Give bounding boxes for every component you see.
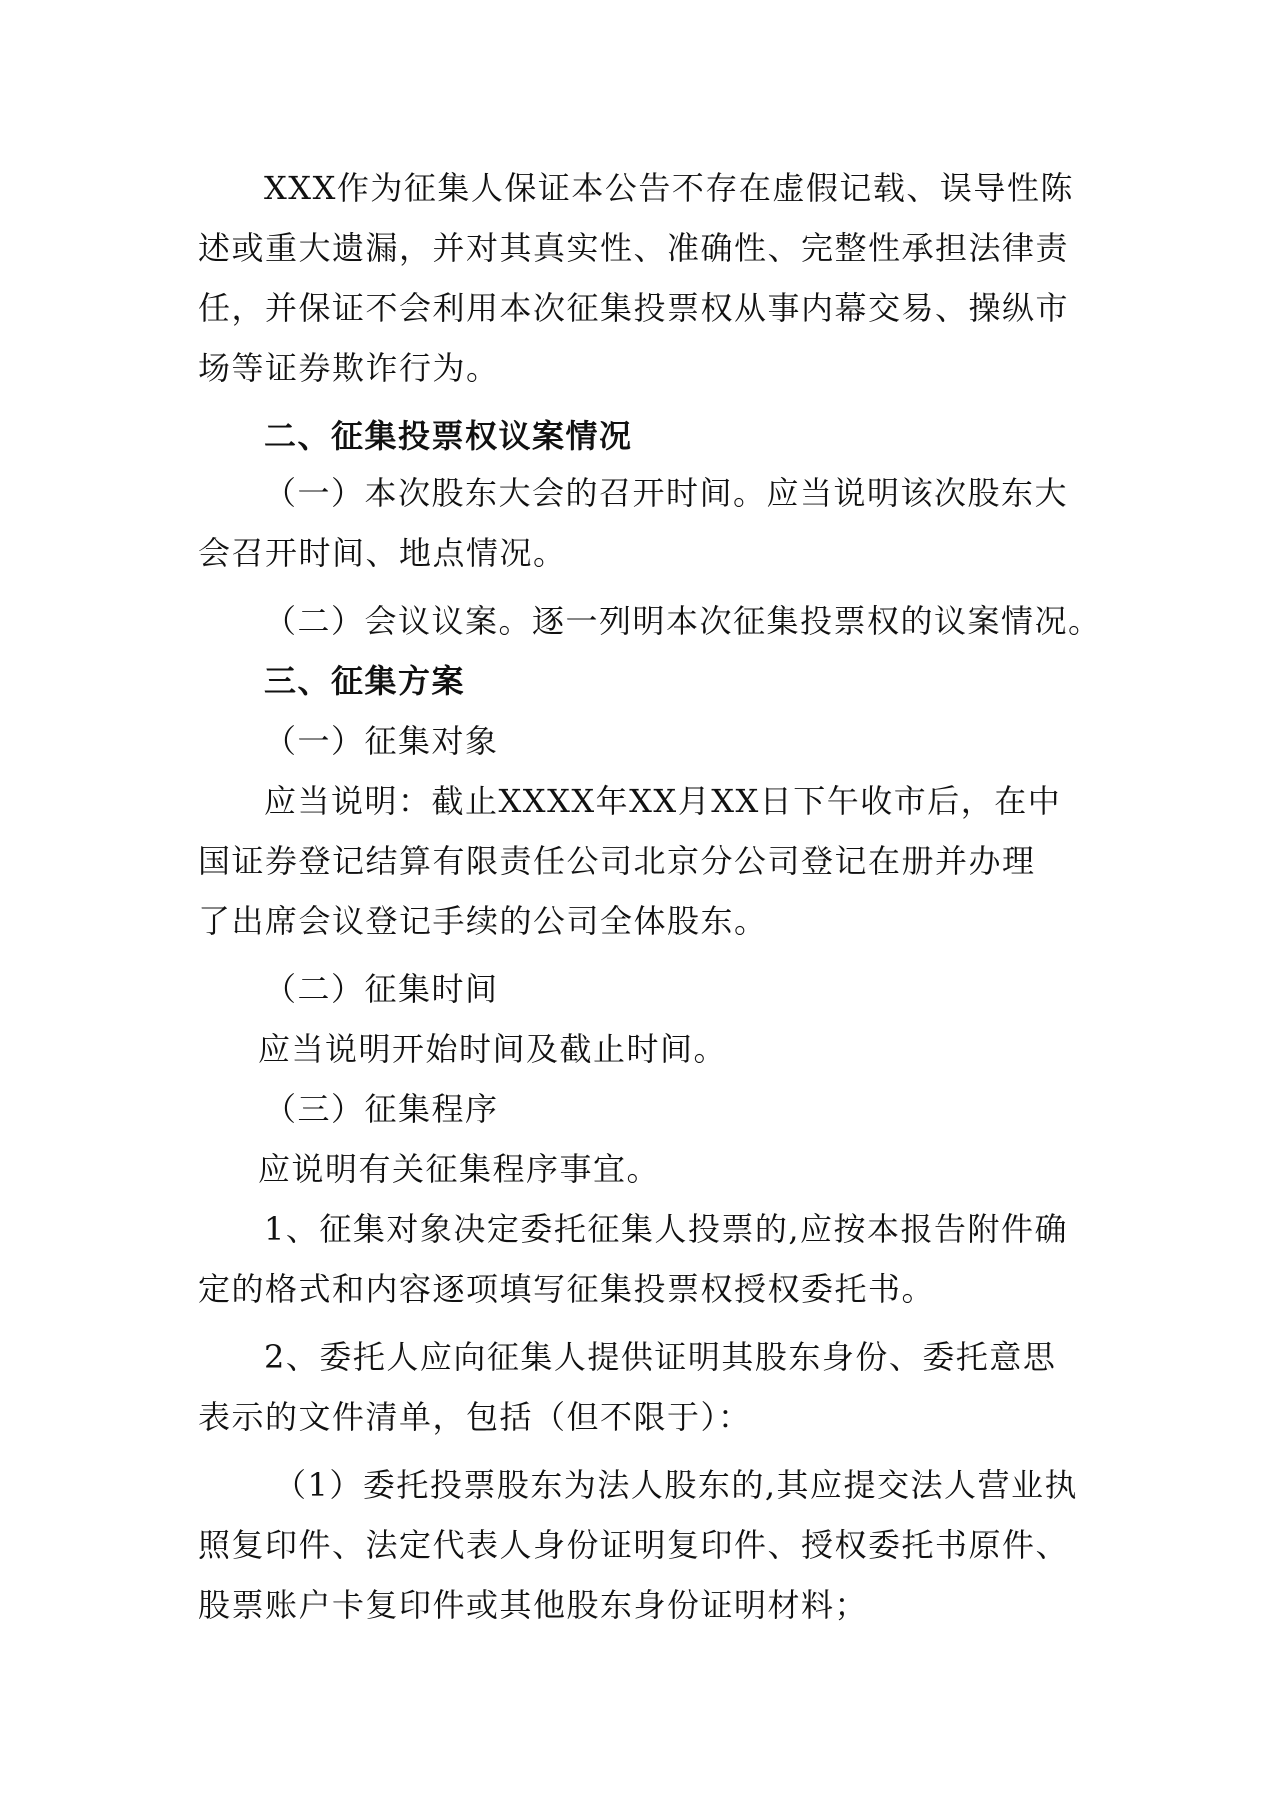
paragraph-line: 2、委托人应向征集人提供证明其股东身份、委托意思 <box>264 1338 1057 1376</box>
paragraph-line: 应当说明开始时间及截止时间。 <box>258 1030 728 1068</box>
paragraph-line: 表示的文件清单，包括（但不限于）： <box>198 1398 752 1436</box>
subsection-title: （一）征集对象 <box>264 722 499 760</box>
paragraph-line: 应当说明：截止XXXX年XX月XX日下午收市后，在中 <box>264 782 1062 820</box>
paragraph-line: 定的格式和内容逐项填写征集投票权授权委托书。 <box>198 1270 936 1308</box>
subsection-title: （三）征集程序 <box>264 1090 499 1128</box>
paragraph-line: 述或重大遗漏，并对其真实性、准确性、完整性承担法律责 <box>198 229 1070 267</box>
paragraph-line: 照复印件、法定代表人身份证明复印件、授权委托书原件、 <box>198 1526 1070 1564</box>
paragraph-line: （一）本次股东大会的召开时间。应当说明该次股东大 <box>264 474 1069 512</box>
paragraph-line: 了出席会议登记手续的公司全体股东。 <box>198 902 768 940</box>
section-heading: 二、征集投票权议案情况 <box>264 417 633 455</box>
paragraph-line: 国证券登记结算有限责任公司北京分公司登记在册并办理 <box>198 842 1036 880</box>
paragraph-line: XXX作为征集人保证本公告不存在虚假记载、误导性陈 <box>264 169 1074 207</box>
subsection-title: （二）征集时间 <box>264 970 499 1008</box>
paragraph-line: 会召开时间、地点情况。 <box>198 534 567 572</box>
section-heading: 三、征集方案 <box>264 662 466 700</box>
paragraph-line: 股票账户卡复印件或其他股东身份证明材料； <box>198 1586 869 1624</box>
paragraph-line: 任，并保证不会利用本次征集投票权从事内幕交易、操纵市 <box>198 289 1070 327</box>
paragraph-line: （二）会议议案。逐一列明本次征集投票权的议案情况。 <box>264 602 1102 640</box>
paragraph-line: （1）委托投票股东为法人股东的,其应提交法人营业执 <box>274 1466 1079 1504</box>
paragraph-line: 1、征集对象决定委托征集人投票的,应按本报告附件确 <box>264 1210 1069 1248</box>
paragraph-line: 应说明有关征集程序事宜。 <box>258 1150 661 1188</box>
paragraph-line: 场等证券欺诈行为。 <box>198 349 500 387</box>
